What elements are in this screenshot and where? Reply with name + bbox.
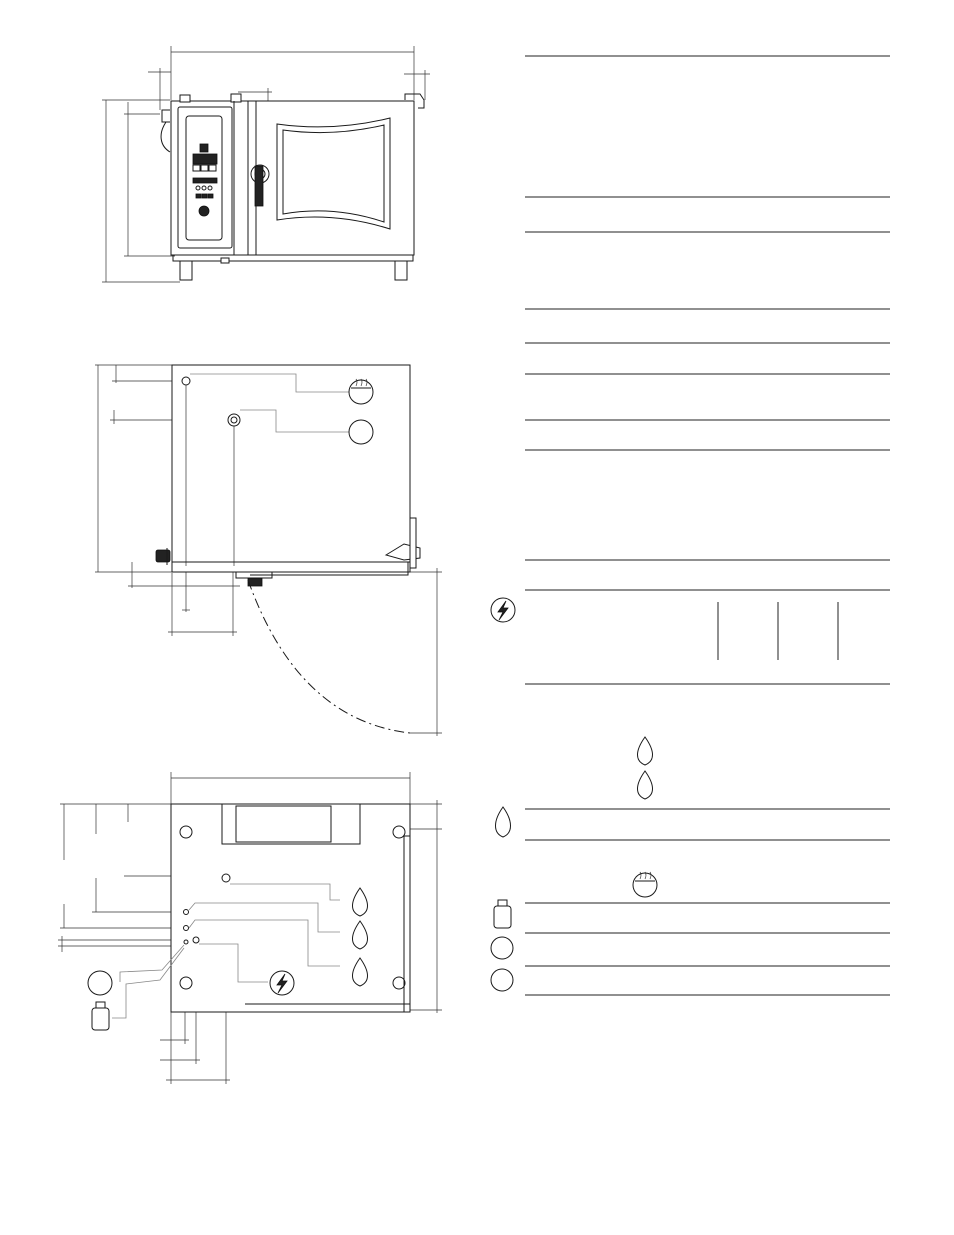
front-elevation-view <box>102 46 430 282</box>
side-elevation-view <box>95 365 442 736</box>
gas-cylinder-icon <box>494 900 511 928</box>
spec-table <box>525 56 890 995</box>
water-drop-icon <box>496 737 653 837</box>
connection-circle-icon <box>491 937 513 991</box>
steam-vent-icon <box>633 872 657 897</box>
top-plan-view <box>58 772 442 1084</box>
lightning-bolt-icon <box>491 598 515 622</box>
